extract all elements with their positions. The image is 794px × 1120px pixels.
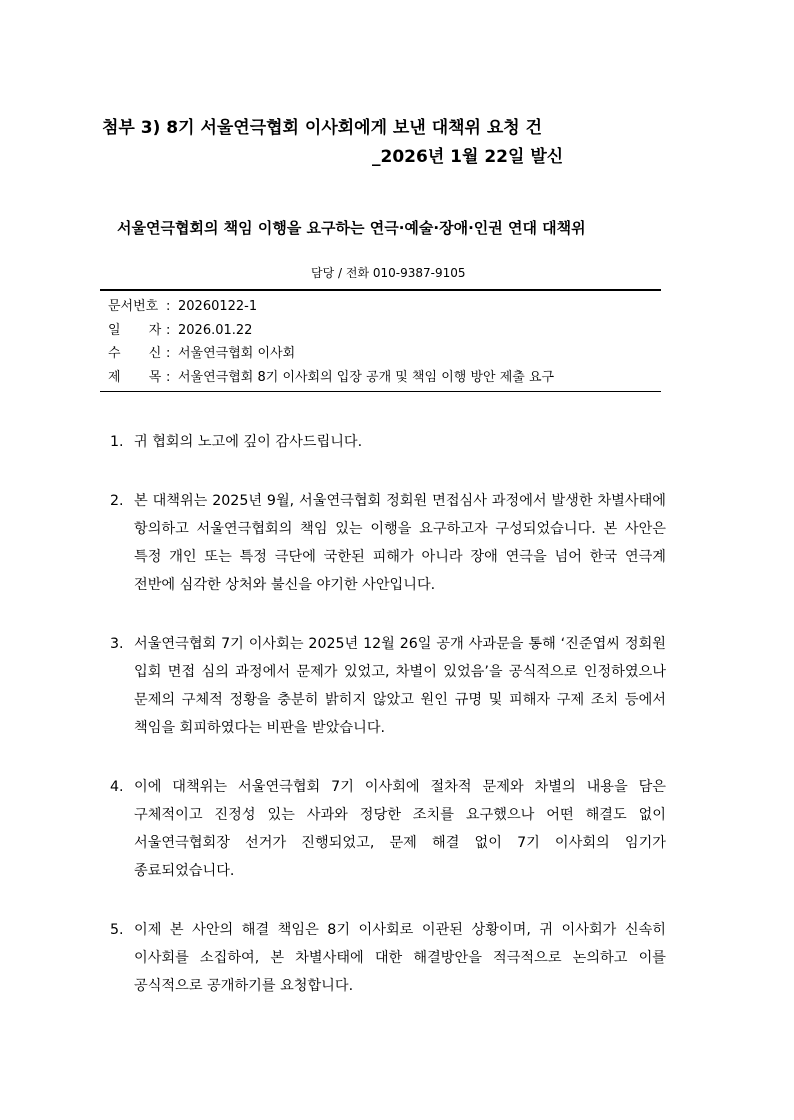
meta-key: 문서번호 (108, 299, 159, 314)
item-text: 귀 협회의 노고에 깊이 감사드립니다. (134, 434, 363, 450)
item-text: 서울연극협회 7기 이사회는 2025년 12월 26일 공개 사과문을 통해 ‘진준엽씨 정회원 입회 면접 심의 과정에서 문제가 있었고, 차별이 있었음’을 공식적으로 인정하였으나 문제의 구체적 정황을 충분히 밝히지 않았고 원인 규명 및 피해자 구제 조치 등에서 책임을 회피하였다는 비판을 받았습니다. (134, 636, 666, 736)
body-list (110, 428, 666, 1031)
meta-block (108, 295, 554, 389)
item-text: 이에 대책위는 서울연극협회 7기 이사회에 절차적 문제와 차별의 내용을 담은 구체적이고 진정성 있는 사과와 정당한 조치를 요구했으나 어떤 해결도 없이 서울연극협회장 선거가 진행되었고, 문제 해결 없이 7기 이사회의 임기가 종료되었습니다. (134, 779, 666, 879)
item-text: 이제 본 사안의 해결 책임은 8기 이사회로 이관된 상황이며, 귀 이사회가 신속히 이사회를 소집하여, 본 차별사태에 대한 해결방안을 적극적으로 논의하고 이를 공식적으로 공개하기를 요청합니다. (134, 922, 666, 994)
list-item (110, 773, 666, 885)
meta-value: 2026.01.22 (178, 322, 253, 338)
item-number: 2. (110, 493, 124, 509)
meta-key: 일 자 (108, 322, 162, 338)
meta-value: 20260122-1 (178, 299, 258, 314)
meta-colon: : (166, 346, 171, 361)
item-number: 3. (110, 636, 124, 652)
meta-value: 서울연극협회 이사회 (178, 346, 296, 361)
meta-colon: : (166, 369, 171, 385)
item-number: 1. (110, 434, 124, 450)
contact-line: 담당 / 전화 010-9387-9105 (311, 266, 466, 280)
item-number: 5. (110, 922, 124, 938)
attachment-title: 첨부 3) 8기 서울연극협회 이사회에게 보낸 대책위 요청 건 (102, 118, 543, 138)
meta-key: 수 신 (108, 346, 162, 361)
meta-row-doc-number (108, 295, 554, 319)
list-item (110, 916, 666, 1000)
item-text: 본 대책위는 2025년 9월, 서울연극협회 정회원 면접심사 과정에서 발생한 차별사태에 항의하고 서울연극협회의 책임 있는 이행을 요구하고자 구성되었습니다. 본 사안은 특정 개인 또는 특정 극단에 국한된 피해가 아니라 장애 연극을 넘어 한국 연극계 전반에 심각한 상처와 불신을 야기한 사안입니다. (134, 493, 666, 593)
list-item (110, 428, 666, 456)
list-item (110, 630, 666, 742)
meta-colon: : (166, 322, 171, 338)
header-rule-bottom (100, 391, 661, 392)
header-rule-top (100, 289, 661, 291)
item-number: 4. (110, 779, 124, 795)
meta-key: 제 목 (108, 369, 162, 385)
document-heading: 서울연극협회의 책임 이행을 요구하는 연극·예술·장애·인권 연대 대책위 (117, 219, 586, 237)
list-item (110, 487, 666, 599)
meta-row-recipient (108, 342, 554, 366)
meta-row-date (108, 319, 554, 343)
meta-row-subject (108, 366, 554, 390)
attachment-date: _2026년 1월 22일 발신 (372, 147, 564, 167)
meta-value: 서울연극협회 8기 이사회의 입장 공개 및 책임 이행 방안 제출 요구 (178, 369, 555, 385)
meta-colon: : (166, 299, 171, 314)
